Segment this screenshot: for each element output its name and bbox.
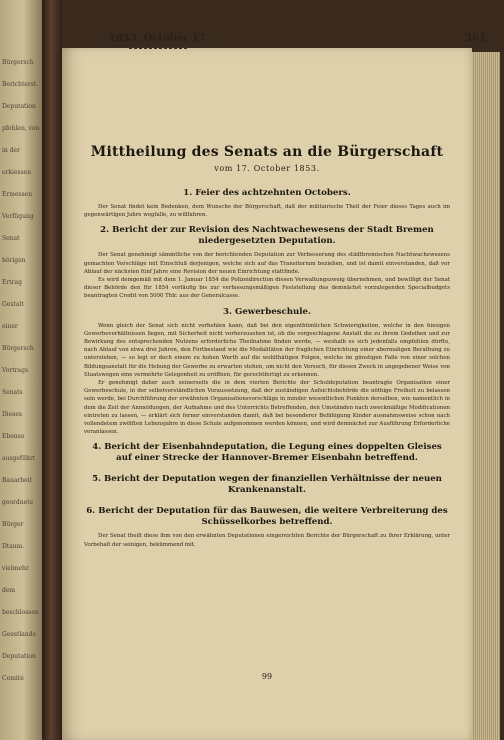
- left-page-fragment: Senat: [2, 235, 20, 242]
- ornament-rule: [129, 46, 189, 49]
- left-page-fragment: Ermessen: [2, 191, 33, 198]
- section: [84, 307, 450, 443]
- left-page-fragment: vielmehr: [2, 565, 29, 572]
- left-page-fragment: Dieses: [2, 411, 22, 418]
- left-page-fragment: in der: [2, 147, 20, 154]
- section-paragraph: Der Senat genehmigt sämmtliche von der berichtenden Deputation zur Verbesserung des städtbremischen Nachtwachewesens gemachten Vorschläge mit Einschluß derjenigen, welche sich auf das Transitorium beziehen, und ist damit einverstanden, daß vor Ablauf der nächsten fünf Jahre eine Revision der neuen Einrichtung stattfinde.: [84, 252, 450, 275]
- left-page-fragment: Ertrag: [2, 279, 22, 286]
- left-page-fragment: Ebenso: [2, 433, 25, 440]
- section-paragraph: Er genehmigt daher auch seinerseits die in dem vierten Berichte der Schuldeputation beantragte Organisation einer Gewerbeschule, in der selbstverständlichen Voraussetzung, daß der zuständigen Aufsichtsbehörde die nöthige Freiheit zu belassen sein werde, bei Durchführung der erwähnten Organisationsvorschläge in minder wesentlichen Punkten derselben, wie namentlich in dem die Zeit der Anmeldungen, der Aufnahme und des Unterrichts Betreffenden, den Umständen nach zweckmäßige Modificationen eintreten zu lassen, — erklärt sich ferner einverstanden damit, daß bei besonderer Befähigung Kinder ausnahmsweise schon nach vollendetem zwölften Lebensjahre in diese Schule aufgenommen werden können, und wird demnächst zur Ausführung Erforderliche veranlassen.: [84, 380, 450, 436]
- left-page-fragment: Bauarbeit: [2, 477, 33, 484]
- page-number: 361: [465, 33, 486, 44]
- page-edges: [472, 52, 500, 740]
- section-heading: 1. Feier des achtzehnten Octobers.: [183, 188, 351, 198]
- left-page-fragment: dem: [2, 587, 16, 594]
- left-page-fragment: geordnete: [2, 499, 34, 506]
- left-page-edge: [0, 0, 42, 740]
- left-page-fragment: Senats: [2, 389, 23, 396]
- left-page-fragment: Deputation: [2, 103, 36, 110]
- left-page-fragment: beschlossen: [2, 609, 39, 616]
- section: [84, 474, 450, 506]
- section-paragraph: Der Senat theilt diese ihm von den erwähnten Deputationen eingereichten Berichte der Bürgerschaft zu ihrer Erklärung, unter Vorbehalt der seinigen, bekümmend mit.: [84, 533, 450, 548]
- section: [84, 188, 450, 225]
- section-heading: 6. Bericht der Deputation für das Bauwesen, die weitere Verbreiterung des Schüsselkorbes betreffend.: [86, 506, 448, 528]
- section-paragraph: Es wird demgemäß mit dem 1. Januar 1854 die Polizeidirection diesen Verwaltungszweig übernehmen, und bewilligt der Senat dieser Behörde den für 1854 vorläufig bis zur verfassungsmäßigen Feststellung des demnächst vorzulegenden Specialbudgets beantragten Credit von 5000 Thlr. aus der Generalcasse.: [84, 277, 450, 300]
- left-page-fragment: Bürgersch: [2, 59, 34, 66]
- section-heading: 2. Bericht der zur Revision des Nachtwachewesens der Stadt Bremen niedergesetzten Deputation.: [100, 225, 434, 247]
- left-page-fragment: erkiessen: [2, 169, 32, 176]
- left-page-fragment: Bürger: [2, 521, 24, 528]
- left-page-fragment: Geestlande: [2, 631, 37, 638]
- left-page-fragment: Verfügung: [2, 213, 34, 220]
- section-paragraph: Wenn gleich der Senat sich nicht verhehlen kann, daß bei den eigenthümlichen Schwierigkeiten, welche in den hiesigen Gewerbeverhältnissen liegen, mit Sicherheit nicht vorherzusehen ist, ob die vorgeschlagene Anstalt die zu ihrem Gedeihen und zur Bewirkung des entsprechenden Nutzens erforderliche Theilnahme finden werde, — weshalb es sich jedenfalls empfehlen dürfte, nach Ablauf von etwa drei Jahren, den Fortbestand wie die Modalitäten der fraglichen Einrichtung einer abermaligen Berathung zu unterziehen, — so legt er doch einem zu hohen Werth auf die wohlthätigen Folgen, welche im günstigen Falle von einer solchen Bildungsanstalt für die Hebung der Gewerbe zu erwarten stehen, um nicht den Versuch, für diesen Zweck in angegebener Weise von Staatswegen eine vermehrte Gelegenheit zu eröffnen, für gerechtfertigt zu erkennen.: [84, 322, 450, 378]
- left-page-fragment: hörigen: [2, 257, 26, 264]
- left-page-fragment: Vortrags: [2, 367, 29, 374]
- left-page-fragment: Comité: [2, 675, 24, 682]
- section-paragraph: Der Senat findet kein Bedenken, dem Wunsche der Bürgerschaft, daß der militairische Theil der Feier dieses Tages auch im gegenwärtigen Jahre wegfalle, zu willfahren.: [84, 204, 450, 219]
- left-page-fragment: Berichterst.: [2, 81, 39, 88]
- left-page-fragment: Bürgersch: [2, 345, 34, 352]
- left-page-fragment: einer: [2, 323, 18, 330]
- left-page-fragment: Dtaum.: [2, 543, 25, 550]
- section-heading: 4. Bericht der Eisenbahndeputation, die Legung eines doppelten Gleises auf einer Strecke der Hannover-Bremer Eisenbahn betreffend.: [92, 442, 442, 464]
- book-spine: [42, 0, 62, 740]
- left-page-fragment: ausgeführt: [2, 455, 36, 462]
- document-subtitle: vom 17. October 1853.: [214, 164, 320, 173]
- section-heading: 3. Gewerbeschule.: [223, 306, 311, 317]
- page: [62, 48, 472, 740]
- signature-mark: 99: [261, 672, 273, 681]
- document-title: Mittheilung des Senats an die Bürgerschaft: [90, 144, 444, 160]
- running-head: [74, 33, 244, 49]
- left-page-fragment: Gestalt: [2, 301, 24, 308]
- left-page-fragment: pfehlen, von: [2, 125, 40, 132]
- section: [84, 506, 450, 554]
- running-title: 1853. October 17.: [108, 33, 210, 44]
- section-heading: 5. Bericht der Deputation wegen der finanziellen Verhältnisse der neuen Krankenanstalt.: [92, 474, 442, 496]
- section: [84, 442, 450, 474]
- section: [84, 225, 450, 306]
- left-page-fragment: Deputation: [2, 653, 36, 660]
- sections: [84, 188, 450, 555]
